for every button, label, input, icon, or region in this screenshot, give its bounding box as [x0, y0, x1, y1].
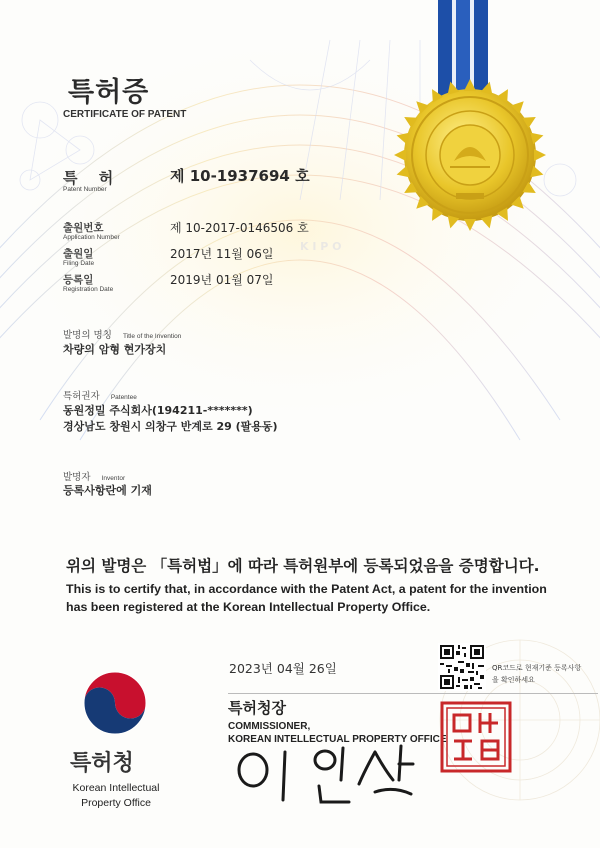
application-number-value: 제 10-2017-0146506 호	[170, 221, 309, 235]
registration-date-label: 등록일	[63, 274, 94, 286]
signature-divider	[228, 693, 598, 694]
filing-date-label: 출원일	[63, 248, 94, 260]
office-name-ko: 특허청	[70, 751, 134, 776]
patentee-label-en: Patentee	[110, 394, 137, 401]
gold-seal-icon	[393, 78, 547, 232]
issue-date: 2023년 04월 26일	[229, 661, 337, 676]
commissioner-title-en-line1: COMMISSIONER,	[228, 721, 311, 732]
application-number-label-en: Application Number	[63, 234, 120, 241]
patentee-address: 경상남도 창원시 의창구 반계로 29 (팔용동)	[63, 420, 278, 433]
svg-text:K I P O: K I P O	[300, 240, 342, 253]
inventor-label: 발명자	[63, 472, 91, 483]
filing-date-value: 2017년 11월 06일	[170, 247, 274, 261]
certificate-title-ko: 특허증	[68, 77, 150, 108]
handwritten-signature	[225, 740, 425, 810]
certification-statement-en: This is to certify that, in accordance with the Patent Act, a patent for the invention has been registered at the Korean Intellectual Property Office.	[66, 582, 547, 614]
registration-date-value: 2019년 01월 07일	[170, 273, 274, 287]
registration-date-label-en: Registration Date	[63, 286, 114, 293]
office-name-en: Korean Intellectual Property Office	[72, 782, 160, 809]
official-stamp-icon	[440, 701, 512, 773]
invention-label: 발명의 명칭	[63, 330, 112, 341]
invention-title-value: 차량의 암형 현가장치	[63, 343, 167, 356]
patentee-label: 특허권자	[63, 391, 100, 402]
patentee-name: 동원정밀 주식회사(194211-*******)	[63, 404, 253, 417]
application-number-label: 출원번호	[63, 222, 104, 234]
commissioner-title-ko: 특허청장	[228, 699, 286, 717]
patent-number-value: 제 10-1937694 호	[170, 167, 310, 185]
patentee-label-row	[63, 384, 137, 403]
patent-number-label: 특 허	[63, 169, 122, 187]
inventor-value: 등록사항란에 기재	[63, 484, 152, 497]
inventor-label-en: Inventor	[101, 475, 126, 482]
patent-number-label-en: Patent Number	[63, 186, 107, 193]
invention-label-en: Title of the Invention	[123, 333, 182, 340]
commissioner-title-en-line2: KOREAN INTELLECTUAL PROPERTY OFFICE	[228, 734, 447, 745]
qr-note: QR코드로 현재기준 등록사항을 확인하세요	[492, 664, 582, 684]
invention-label-row	[63, 323, 181, 342]
qr-code-icon[interactable]	[438, 643, 486, 691]
filing-date-label-en: Filing Date	[63, 260, 95, 267]
certificate-title-en: CERTIFICATE OF PATENT	[63, 109, 187, 120]
kipo-logo-icon	[78, 666, 152, 740]
certification-statement-ko: 위의 발명은 「특허법」에 따라 특허원부에 등록되었음을 증명합니다.	[66, 557, 540, 575]
